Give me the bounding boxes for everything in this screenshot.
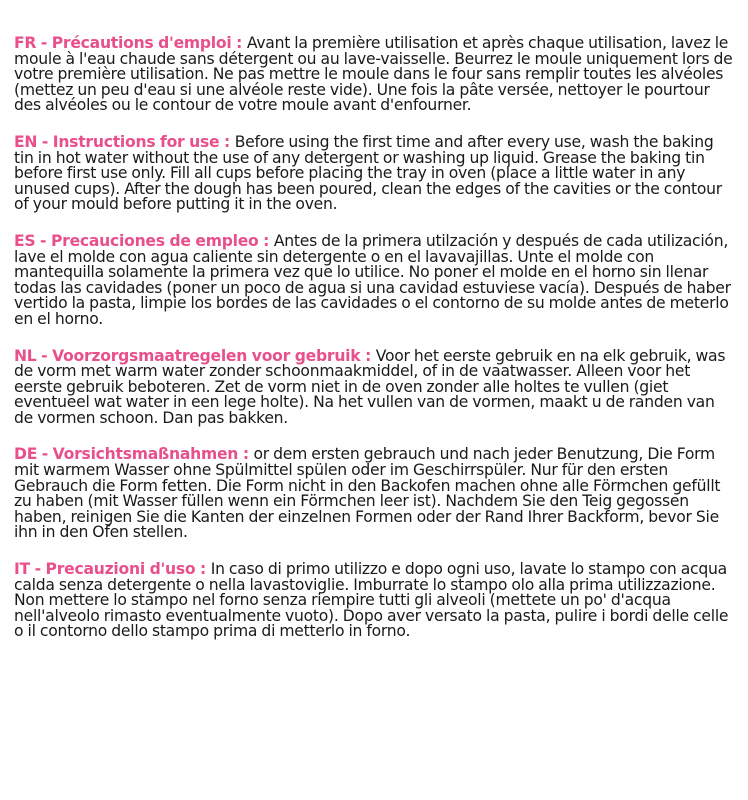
section-body-nl: Voor het eerste gebruik en na elk gebruik, was de vorm met warm water zonder schoonmaakmiddel, of in de vaatwasser. Alleen voor het eerste gebruik beboteren. Zet de vorm niet in de oven zonder alle holtes te vullen (giet eventueel wat water in een lege holte). Na het vullen van de vormen, maakt u de randen van de vormen schoon. Dan pas bakken.	[14, 346, 726, 427]
section-body-fr: Avant la première utilisation et après chaque utilisation, lavez le moule à l'eau chaude sans détergent ou au lave-vaisselle. Beurrez le moule uniquement lors de votre première utilisation. Ne pas mettre le moule dans le four sans remplir toutes les alvéoles (mettez un peu d'eau si une alvéole reste vide). Une fois la pâte versée, nettoyer le pourtour des alvéoles ou le contour de votre moule avant d'enfourner.	[14, 34, 733, 115]
section-heading-fr: FR - Précautions d'emploi :	[14, 34, 247, 52]
section-heading-en: EN - Instructions for use :	[14, 132, 235, 151]
section-body-en: Before using the first time and after every use, wash the baking tin in hot water without the use of any detergent or washing up liquid. Grease the baking tin before first use only. Fill all cups before placing the tray in oven (place a little water in any unused cups). After the dough has been poured, clean the edges of the cavities or the contour of your mould before putting it in the oven.	[14, 132, 722, 214]
section-en	[14, 132, 736, 214]
section-heading-es: ES - Precauciones de empleo :	[14, 231, 274, 250]
section-it	[14, 562, 736, 640]
section-heading-it: IT - Precauzioni d'uso :	[14, 560, 211, 579]
section-de	[14, 447, 736, 541]
section-body-es: Antes de la primera utilzación y después de cada utilización, lave el molde con agua caliente sin detergente o en el lavavajillas. Unte el molde con mantequilla solamente la primera vez que lo utilice. No poner el molde en el horno sin llenar todas las cavidades (poner un poco de agua si una cavidad estuviese vacía). Después de haber vertido la pasta, limpie los bordes de las cavidades o el contorno de su molde antes de meterlo en el horno.	[14, 231, 731, 328]
section-body-de: or dem ersten gebrauch und nach jeder Benutzung, Die Form mit warmem Wasser ohne Spülmittel spülen oder im Geschirrspüler. Nur für den ersten Gebrauch die Form fetten. Die Form nicht in den Backofen machen ohne alle Förmchen gefüllt zu haben (mit Wasser füllen wenn ein Förmchen leer ist). Nachdem Sie den Teig gegossen haben, reinigen Sie die Kanten der einzelnen Formen oder der Rand Ihrer Backform, bevor Sie ihn in den Ofen stellen.	[14, 445, 721, 542]
instructions-document	[14, 36, 736, 661]
section-heading-de: DE - Vorsichtsmaßnahmen :	[14, 445, 254, 464]
section-heading-nl: NL - Voorzorgsmaatregelen voor gebruik :	[14, 346, 376, 365]
section-body-it: In caso di primo utilizzo e dopo ogni uso, lavate lo stampo con acqua calda senza detergente o nella lavastoviglie. Imburrate lo stampo olo alla prima utilizzazione. Non mettere lo stampo nel forno senza riempire tutti gli alveoli (mettete un po' d'acqua nell'alveolo rimasto eventualmente vuoto). Dopo aver versato la pasta, pulire i bordi delle celle o il contorno dello stampo prima di metterlo in forno.	[14, 560, 729, 641]
section-es	[14, 231, 736, 328]
section-fr	[14, 36, 736, 114]
section-nl	[14, 346, 736, 427]
